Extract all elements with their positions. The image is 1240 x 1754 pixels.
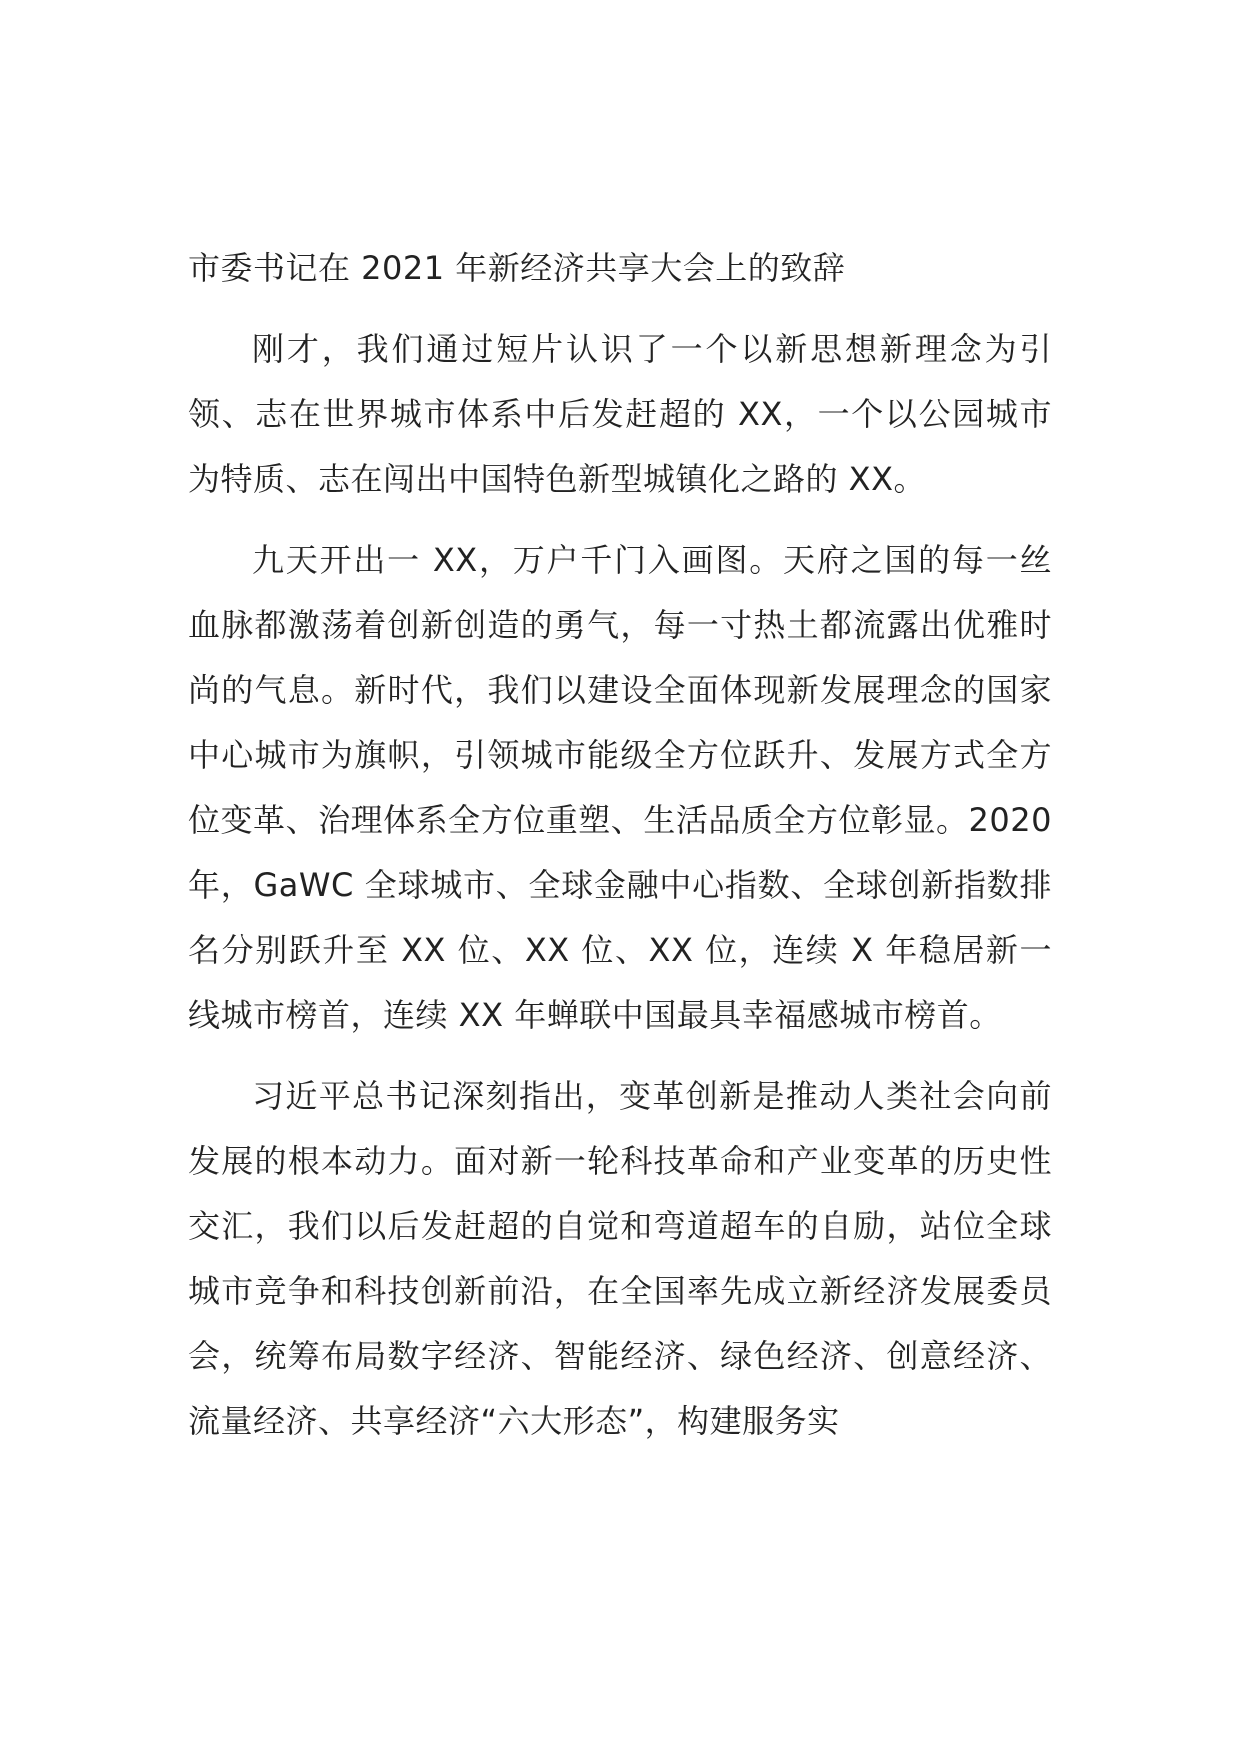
document-title: 市委书记在 2021 年新经济共享大会上的致辞: [188, 249, 846, 287]
paragraph-1: 刚才，我们通过短片认识了一个以新思想新理念为引领、志在世界城市体系中后发赶超的 XX，一个以公园城市为特质、志在闯出中国特色新型城镇化之路的 XX。: [188, 330, 1052, 498]
paragraph-2: 九天开出一 XX，万户千门入画图。天府之国的每一丝血脉都激荡着创新创造的勇气，每一寸热土都流露出优雅时尚的气息。新时代，我们以建设全面体现新发展理念的国家中心城市为旗帜，引领城市能级全方位跃升、发展方式全方位变革、治理体系全方位重塑、生活品质全方位彰显。2020 年，GaWC 全球城市、全球金融中心指数、全球创新指数排名分别跃升至 XX 位、XX 位、XX 位，连续 X 年稳居新一线城市榜首，连续 XX 年蝉联中国最具幸福感城市榜首。: [188, 541, 1052, 1034]
paragraph-3: 习近平总书记深刻指出，变革创新是推动人类社会向前发展的根本动力。面对新一轮科技革命和产业变革的历史性交汇，我们以后发赶超的自觉和弯道超车的自励，站位全球城市竞争和科技创新前沿，在全国率先成立新经济发展委员会，统筹布局数字经济、智能经济、绿色经济、创意经济、流量经济、共享经济“六大形态”，构建服务实: [188, 1077, 1052, 1440]
document-body: [188, 236, 1052, 1470]
